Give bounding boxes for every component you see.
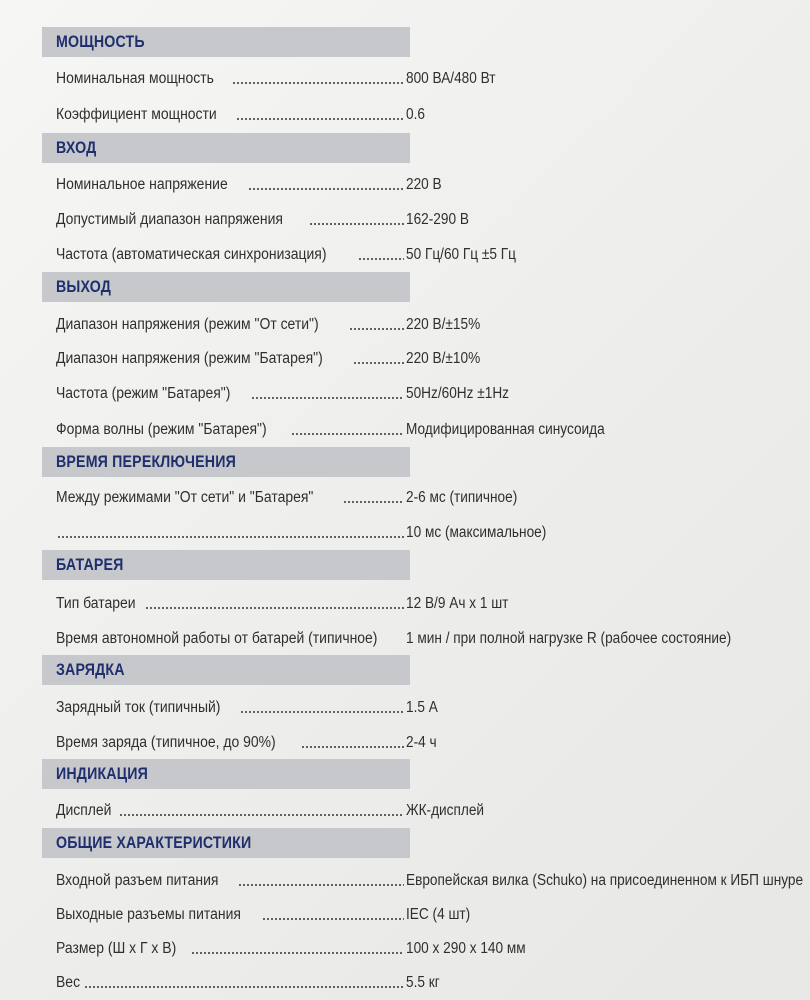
spec-label: Диапазон напряжения (режим "Батарея") (56, 350, 323, 367)
spec-value: 10 мс (максимальное) (406, 524, 547, 541)
dot-leader (238, 884, 404, 886)
spec-value: 1 мин / при полной нагрузке R (рабочее состояние) (406, 630, 732, 647)
spec-row (56, 207, 796, 229)
spec-label: Диапазон напряжения (режим "От сети") (56, 316, 319, 333)
spec-label: Между режимами "От сети" и "Батарея" (56, 489, 314, 506)
spec-row (56, 868, 804, 890)
dot-leader (251, 397, 404, 399)
section-header-indication (42, 759, 410, 789)
spec-value: 2-4 ч (406, 734, 437, 751)
spec-label: Дисплей (56, 802, 112, 819)
spec-label: Время заряда (типичное, до 90%) (56, 734, 276, 751)
spec-value: 800 ВА/480 Вт (406, 70, 496, 87)
spec-label: Входной разъем питания (56, 872, 219, 889)
spec-row (56, 312, 796, 334)
spec-label: Допустимый диапазон напряжения (56, 211, 283, 228)
spec-value: 100 x 290 x 140 мм (406, 940, 526, 957)
dot-leader (119, 814, 404, 816)
dot-leader (84, 986, 404, 988)
spec-row (56, 936, 796, 958)
section-header-input (42, 133, 410, 163)
spec-label: Форма волны (режим "Батарея") (56, 421, 267, 438)
spec-row (56, 626, 796, 648)
section-header-output (42, 272, 410, 302)
dot-leader (262, 918, 404, 920)
section-header-battery (42, 550, 410, 580)
dot-leader (301, 746, 404, 748)
section-title: МОЩНОСТЬ (56, 32, 145, 51)
spec-row (56, 591, 796, 613)
spec-row (56, 381, 796, 403)
section-header-power (42, 27, 410, 57)
dot-leader (309, 223, 404, 225)
spec-row (56, 902, 796, 924)
spec-row (56, 520, 796, 542)
spec-row (56, 66, 796, 88)
spec-label: Коэффициент мощности (56, 106, 217, 123)
dot-leader (349, 328, 404, 330)
section-header-transfer-time (42, 447, 410, 477)
spec-row (56, 485, 796, 507)
spec-value: 2-6 мс (типичное) (406, 489, 518, 506)
section-title: БАТАРЕЯ (56, 555, 124, 574)
spec-label: Тип батареи (56, 595, 136, 612)
dot-leader (291, 433, 404, 435)
spec-value: 162-290 В (406, 211, 469, 228)
spec-row (56, 798, 796, 820)
spec-label: Выходные разъемы питания (56, 906, 241, 923)
spec-row (56, 730, 796, 752)
spec-value: Модифицированная синусоида (406, 421, 605, 438)
dot-leader (145, 607, 404, 609)
spec-label: Вес (56, 974, 81, 991)
spec-value: 220 В/±15% (406, 316, 481, 333)
section-title: ОБЩИЕ ХАРАКТЕРИСТИКИ (56, 833, 252, 852)
dot-leader (240, 711, 404, 713)
spec-row (56, 346, 796, 368)
spec-value: 1.5 А (406, 699, 438, 716)
section-header-general (42, 828, 410, 858)
spec-value: 220 В/±10% (406, 350, 481, 367)
section-title: ИНДИКАЦИЯ (56, 764, 148, 783)
spec-value: 0.6 (406, 106, 425, 123)
dot-leader (248, 188, 404, 190)
spec-row (56, 102, 796, 124)
spec-label: Частота (автоматическая синхронизация) (56, 246, 327, 263)
spec-value: ЖК-дисплей (406, 802, 485, 819)
spec-value: IEC (4 шт) (406, 906, 471, 923)
spec-label: Номинальная мощность (56, 70, 214, 87)
dot-leader (343, 501, 404, 503)
dot-leader (191, 952, 404, 954)
section-header-charging (42, 655, 410, 685)
spec-row (56, 970, 796, 992)
spec-label: Время автономной работы от батарей (типичное) (56, 630, 378, 647)
section-title: ВРЕМЯ ПЕРЕКЛЮЧЕНИЯ (56, 452, 236, 471)
spec-value: 220 В (406, 176, 442, 193)
spec-value: 50Hz/60Hz ±1Hz (406, 385, 510, 402)
dot-leader (236, 118, 404, 120)
dot-leader (232, 82, 404, 84)
spec-value: 50 Гц/60 Гц ±5 Гц (406, 246, 516, 263)
spec-row (56, 172, 796, 194)
section-title: ВЫХОД (56, 277, 112, 296)
spec-row (56, 417, 796, 439)
section-title: ЗАРЯДКА (56, 660, 125, 679)
spec-label: Частота (режим "Батарея") (56, 385, 231, 402)
dot-leader (358, 258, 404, 260)
spec-label: Номинальное напряжение (56, 176, 228, 193)
section-title: ВХОД (56, 138, 97, 157)
spec-value: Европейская вилка (Schuko) на присоединенном к ИБП шнуре (406, 872, 804, 889)
spec-label: Размер (Ш х Г х В) (56, 940, 177, 957)
dot-leader (57, 536, 404, 538)
spec-value: 5.5 кг (406, 974, 440, 991)
spec-row (56, 695, 796, 717)
spec-label: Зарядный ток (типичный) (56, 699, 221, 716)
spec-value: 12 В/9 Ач x 1 шт (406, 595, 509, 612)
spec-row (56, 242, 796, 264)
dot-leader (353, 362, 404, 364)
